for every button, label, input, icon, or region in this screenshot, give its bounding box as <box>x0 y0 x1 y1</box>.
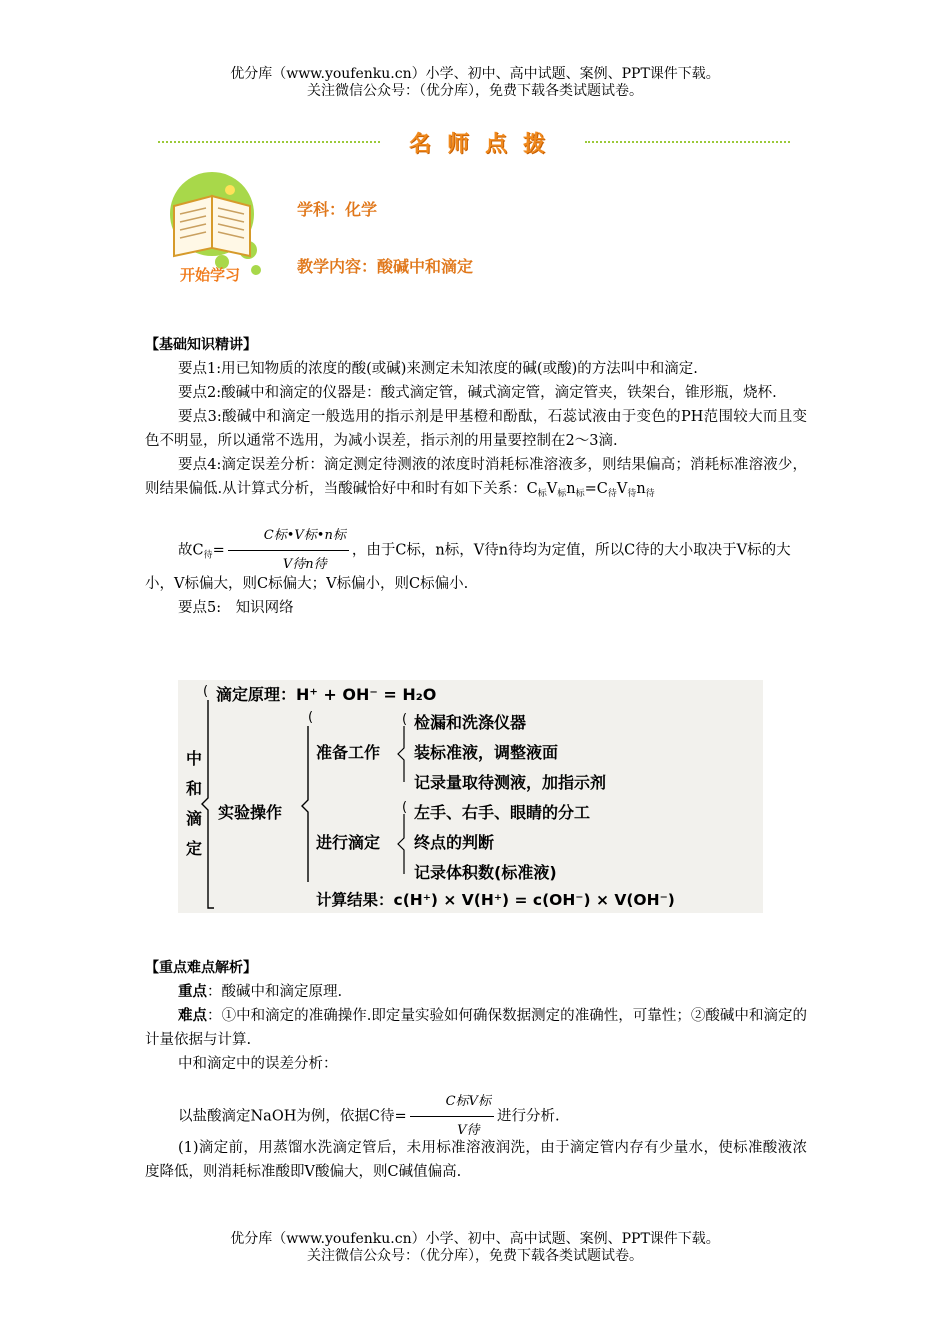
result-label: 计算结果：c(H⁺) × V(H⁺) = c(OH⁻) × V(OH⁻) <box>316 891 675 909</box>
banner-title: 名师点拨 <box>408 131 561 157</box>
titrate-label: 进行滴定 <box>316 833 381 852</box>
banner-divider-right <box>585 141 790 143</box>
titrate-brace <box>396 812 408 876</box>
page-header <box>0 66 950 100</box>
point-4-text: 要点4:滴定误差分析：滴定测定待测液的浓度时消耗标准溶液多，则结果偏高；消耗标准溶液少，则结果偏低.从计算式分析，当酸碱恰好中和时有如下关系： <box>145 457 807 497</box>
concentration-fraction: $\frac{\text{C标•V标•n标}}{\text{V待n待}}$ <box>228 524 349 577</box>
prep-label: 准备工作 <box>316 743 381 762</box>
document-body-2 <box>145 956 807 1184</box>
section-heading-key-points: 【重点难点解析】 <box>145 960 257 976</box>
section-heading-basics: 【基础知识精讲】 <box>145 337 257 353</box>
header-line-1: 优分库（www.youfenku.cn）小学、初中、高中试题、案例、PPT课件下载。 <box>230 66 720 82</box>
knowledge-network-diagram: ( 中 和 滴 定 滴定原理：H⁺ + OH⁻ = H₂O 实验操作 ( 准备工作 ( 检漏和洗涤仪器 装标准液，调整液面 记录量取待测液，加指示剂 进行滴定 ( 左手、右手、眼睛的分工 终点的判断 记录体积数(标准液) 计算结果：c(H⁺) × V(H⁺) = c(OH⁻) × V(OH⁻) <box>178 680 763 913</box>
point-4 <box>145 453 807 506</box>
prep-brace <box>396 724 408 784</box>
subject-line: 学科：化学 <box>297 200 378 219</box>
footer-line-1: 优分库（www.youfenku.cn）小学、初中、高中试题、案例、PPT课件下载。 <box>230 1231 720 1247</box>
main-brace <box>200 698 216 910</box>
error-analysis-intro: 中和滴定中的误差分析： <box>178 1056 338 1072</box>
prep-item-3: 记录量取待测液，加指示剂 <box>414 773 607 792</box>
point-2: 要点2:酸碱中和滴定的仪器是：酸式滴定管，碱式滴定管，滴定管夹，铁架台，锥形瓶，烧杯. <box>178 385 777 401</box>
difficult-point: 难点：①中和滴定的准确操作.即定量实验如何确保数据测定的准确性，可靠性；②酸碱中和滴定的计量依据与计算. <box>145 1008 808 1048</box>
relation-formula: $C_标V_标n_标=C_待V_待n_待$ <box>526 481 655 499</box>
error-case-1: (1)滴定前，用蒸馏水洗滴定管后，未用标准溶液润洗，由于滴定管内存有少量水，使标准酸液浓度降低，则消耗标准酸即V酸偏大，则C碱值偏高. <box>145 1140 807 1180</box>
prep-item-2: 装标准液，调整液面 <box>414 743 559 762</box>
ratio-fraction: $\frac{\text{C标V标}}{\text{V待}}$ <box>410 1090 494 1143</box>
point-1: 要点1:用已知物质的浓度的酸(或碱)来测定未知浓度的碱(或酸)的方法叫中和滴定. <box>178 361 698 377</box>
titrate-item-3: 记录体积数(标准液) <box>414 863 557 882</box>
point-4-conclusion: 小，V标偏大，则C标偏大；V标偏小，则C标偏小. <box>145 576 469 592</box>
point-4-formula: 故$C_待=$ $\frac{\text{C标•V标•n标}}{\text{V待n待}}$ ，由于C标，n标，V待n待均为定值，所以C待的大小取决于V标的大 <box>145 506 807 572</box>
prep-item-1: 检漏和洗涤仪器 <box>414 713 527 732</box>
operation-label: 实验操作 <box>218 803 283 822</box>
banner-divider-left <box>158 141 380 143</box>
content-line: 教学内容：酸碱中和滴定 <box>297 257 474 276</box>
root-label: 中 和 滴 定 <box>186 749 203 858</box>
point-3: 要点3:酸碱中和滴定一般选用的指示剂是甲基橙和酚酞，石蕊试液由于变色的PH范围较大而且变色不明显，所以通常不选用，为减小误差，指示剂的用量要控制在2～3滴. <box>145 409 807 449</box>
titrate-item-2: 终点的判断 <box>414 833 495 852</box>
operation-brace <box>300 724 314 884</box>
footer-line-2: 关注微信公众号：（优分库），免费下载各类试题试卷。 <box>307 1248 643 1264</box>
header-line-2: 关注微信公众号：（优分库），免费下载各类试题试卷。 <box>307 83 643 99</box>
page-footer <box>0 1231 950 1265</box>
key-point: 重点：酸碱中和滴定原理. <box>178 984 343 1000</box>
titrate-item-1: 左手、右手、眼睛的分工 <box>414 803 591 822</box>
point-5: 要点5: 知识网络 <box>178 600 294 616</box>
hcl-naoh-formula: 以盐酸滴定NaOH为例，依据C待= $\frac{\text{C标V标}}{\text{V待}}$ 进行分析. <box>145 1076 807 1136</box>
principle-label: 滴定原理：H⁺ + OH⁻ = H₂O <box>216 685 437 704</box>
banner <box>158 127 790 157</box>
document-body <box>145 333 807 620</box>
logo-label: 开始学习 <box>180 266 241 284</box>
